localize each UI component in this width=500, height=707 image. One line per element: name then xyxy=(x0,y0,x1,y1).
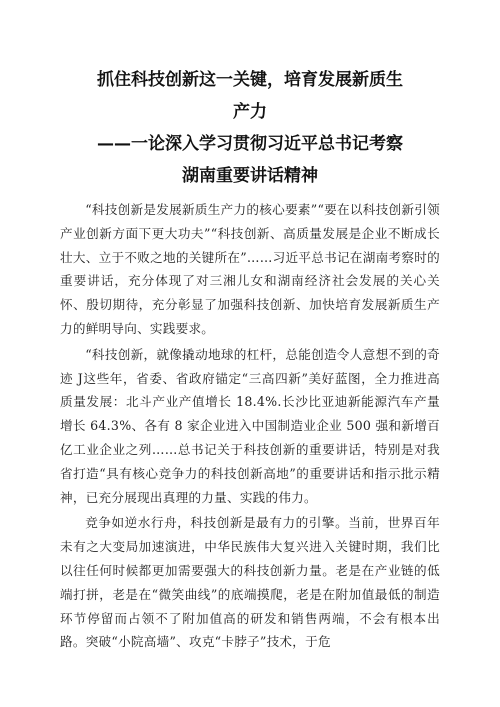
document-subtitle-line-1: ——一论深入学习贯彻习近平总书记考察 xyxy=(97,134,403,154)
document-subtitle-line-2: 湖南重要讲话精神 xyxy=(182,166,318,186)
document-title-line-1: 抓住科技创新这一关键，培育发展新质生 xyxy=(97,70,403,90)
paragraph-2: “科技创新，就像撬动地球的杠杆，总能创造令人意想不到的奇迹 J这些年，省委、省政府锚定“三高四新”美好蓝图，全力推进高质量发展：北斗产业产值增长 18.4%.长沙比亚迪新能源汽车产量增长 64.3%、各有 8 家企业进入中国制造业企业 500 强和新增百亿工业企业之列……总书记关于科技创新的重要讲话，特别是对我省打造“具有核心竞争力的科技创新高地”的重要讲话和指示批示精神，已充分展现出真理的力量、实践的伟力。 xyxy=(60,346,440,505)
paragraph-3: 竞争如逆水行舟，科技创新是最有力的引擎。当前，世界百年未有之大变局加速演进，中华民族伟大复兴进入关键时期，我们比以往任何时候都更加需要强大的科技创新力量。老是在产业链的低端打拼，老是在“微笑曲线”的底端摸爬，老是在附加值最低的制造环节停留而占领不了附加值高的研发和销售两端，不会有根本出路。突破“小院高墙”、攻克“卡脖子”技术，于危 xyxy=(60,515,440,650)
document-title-line-2: 产力 xyxy=(233,102,267,122)
paragraph-1: “科技创新是发展新质生产力的核心要素”“要在以科技创新引领产业创新方面下更大功夫”“科技创新、高质量发展是企业不断成长壮大、立于不败之地的关键所在”……习近平总书记在湖南考察时的重要讲话，充分体现了对三湘儿女和湖南经济社会发展的关心关怀、殷切期待，充分彰显了加强科技创新、加快培育发展新质生产力的鲜明导向、实践要求。 xyxy=(60,202,440,336)
